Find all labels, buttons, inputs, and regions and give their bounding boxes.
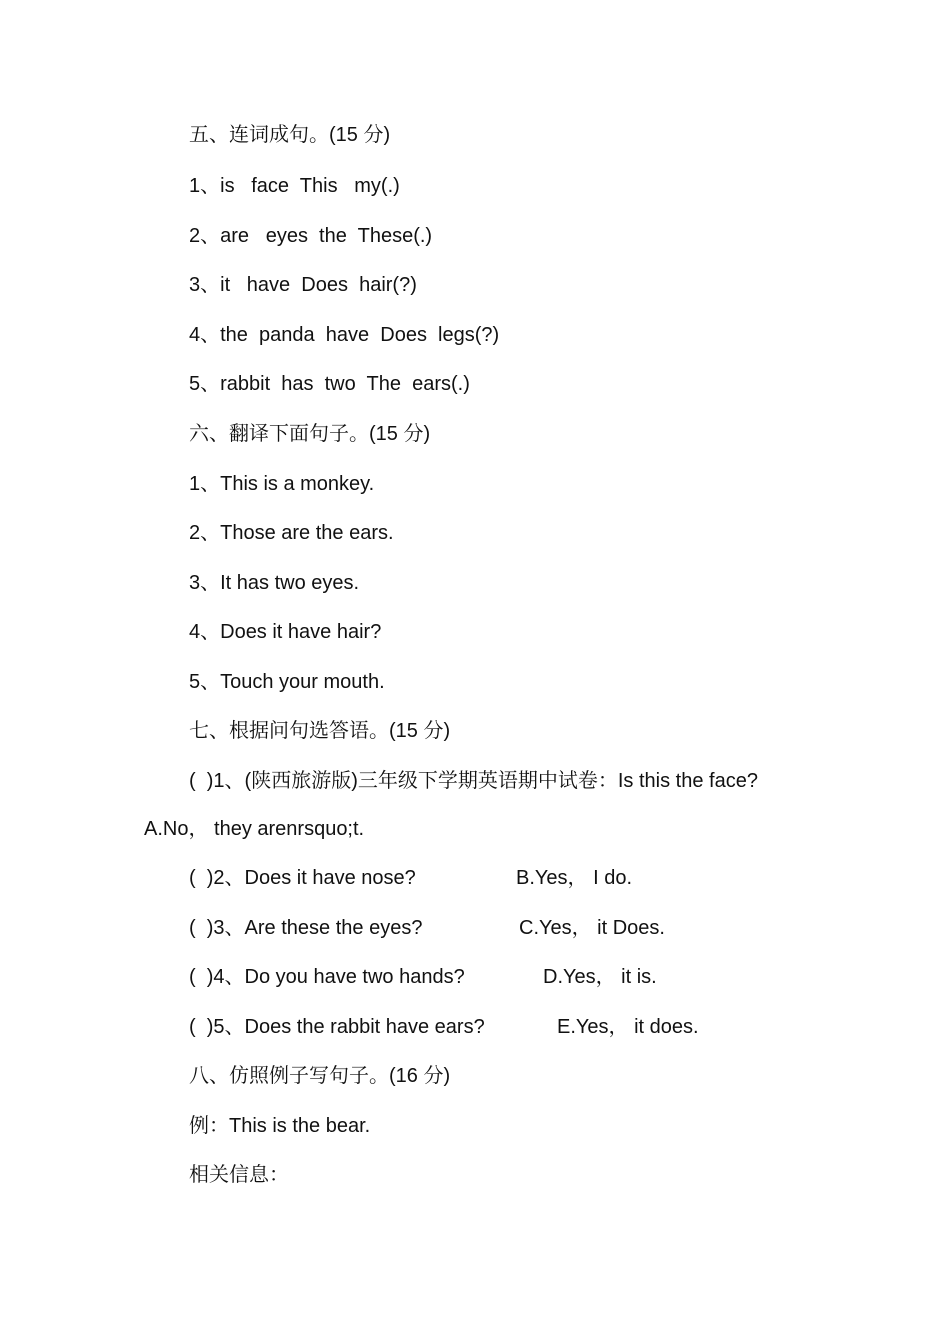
section-7-option-a: A.No， they arenrsquo;t. — [144, 818, 365, 840]
section-5-item-3: 3、it have Does hair(?) — [189, 274, 417, 296]
section-7-heading: 七、根据问句选答语。(15 分) — [189, 720, 451, 742]
section-8-example: 例：This is the bear. — [189, 1115, 371, 1137]
section-6-item-1: 1、This is a monkey. — [189, 473, 375, 495]
section-5-item-5: 5、rabbit has two The ears(.) — [189, 373, 470, 395]
section-5-item-2: 2、are eyes the These(.) — [189, 225, 433, 247]
section-7-question-4: ( )4、Do you have two hands? — [189, 966, 465, 988]
section-6-item-3: 3、It has two eyes. — [189, 572, 360, 594]
related-info-label: 相关信息： — [189, 1164, 289, 1186]
section-6-item-2: 2、Those are the ears. — [189, 522, 394, 544]
section-5-item-4: 4、the panda have Does legs(?) — [189, 324, 500, 346]
section-5-item-1: 1、is face This my(.) — [189, 175, 400, 197]
section-6-item-5: 5、Touch your mouth. — [189, 671, 385, 693]
section-5-heading: 五、连词成句。(15 分) — [189, 124, 391, 146]
section-7-question-5: ( )5、Does the rabbit have ears? — [189, 1016, 485, 1038]
section-7-question-1: ( )1、(陕西旅游版)三年级下学期英语期中试卷：Is this the face? — [189, 770, 758, 792]
section-7-option-b: B.Yes， I do. — [516, 867, 632, 889]
section-6-heading: 六、翻译下面句子。(15 分) — [189, 423, 431, 445]
section-7-question-3: ( )3、Are these the eyes? — [189, 917, 423, 939]
section-8-heading: 八、仿照例子写句子。(16 分) — [189, 1065, 451, 1087]
section-7-option-c: C.Yes， it Does. — [519, 917, 665, 939]
section-6-item-4: 4、Does it have hair? — [189, 621, 382, 643]
section-7-option-e: E.Yes， it does. — [557, 1016, 699, 1038]
section-7-question-2: ( )2、Does it have nose? — [189, 867, 416, 889]
section-7-option-d: D.Yes， it is. — [543, 966, 657, 988]
